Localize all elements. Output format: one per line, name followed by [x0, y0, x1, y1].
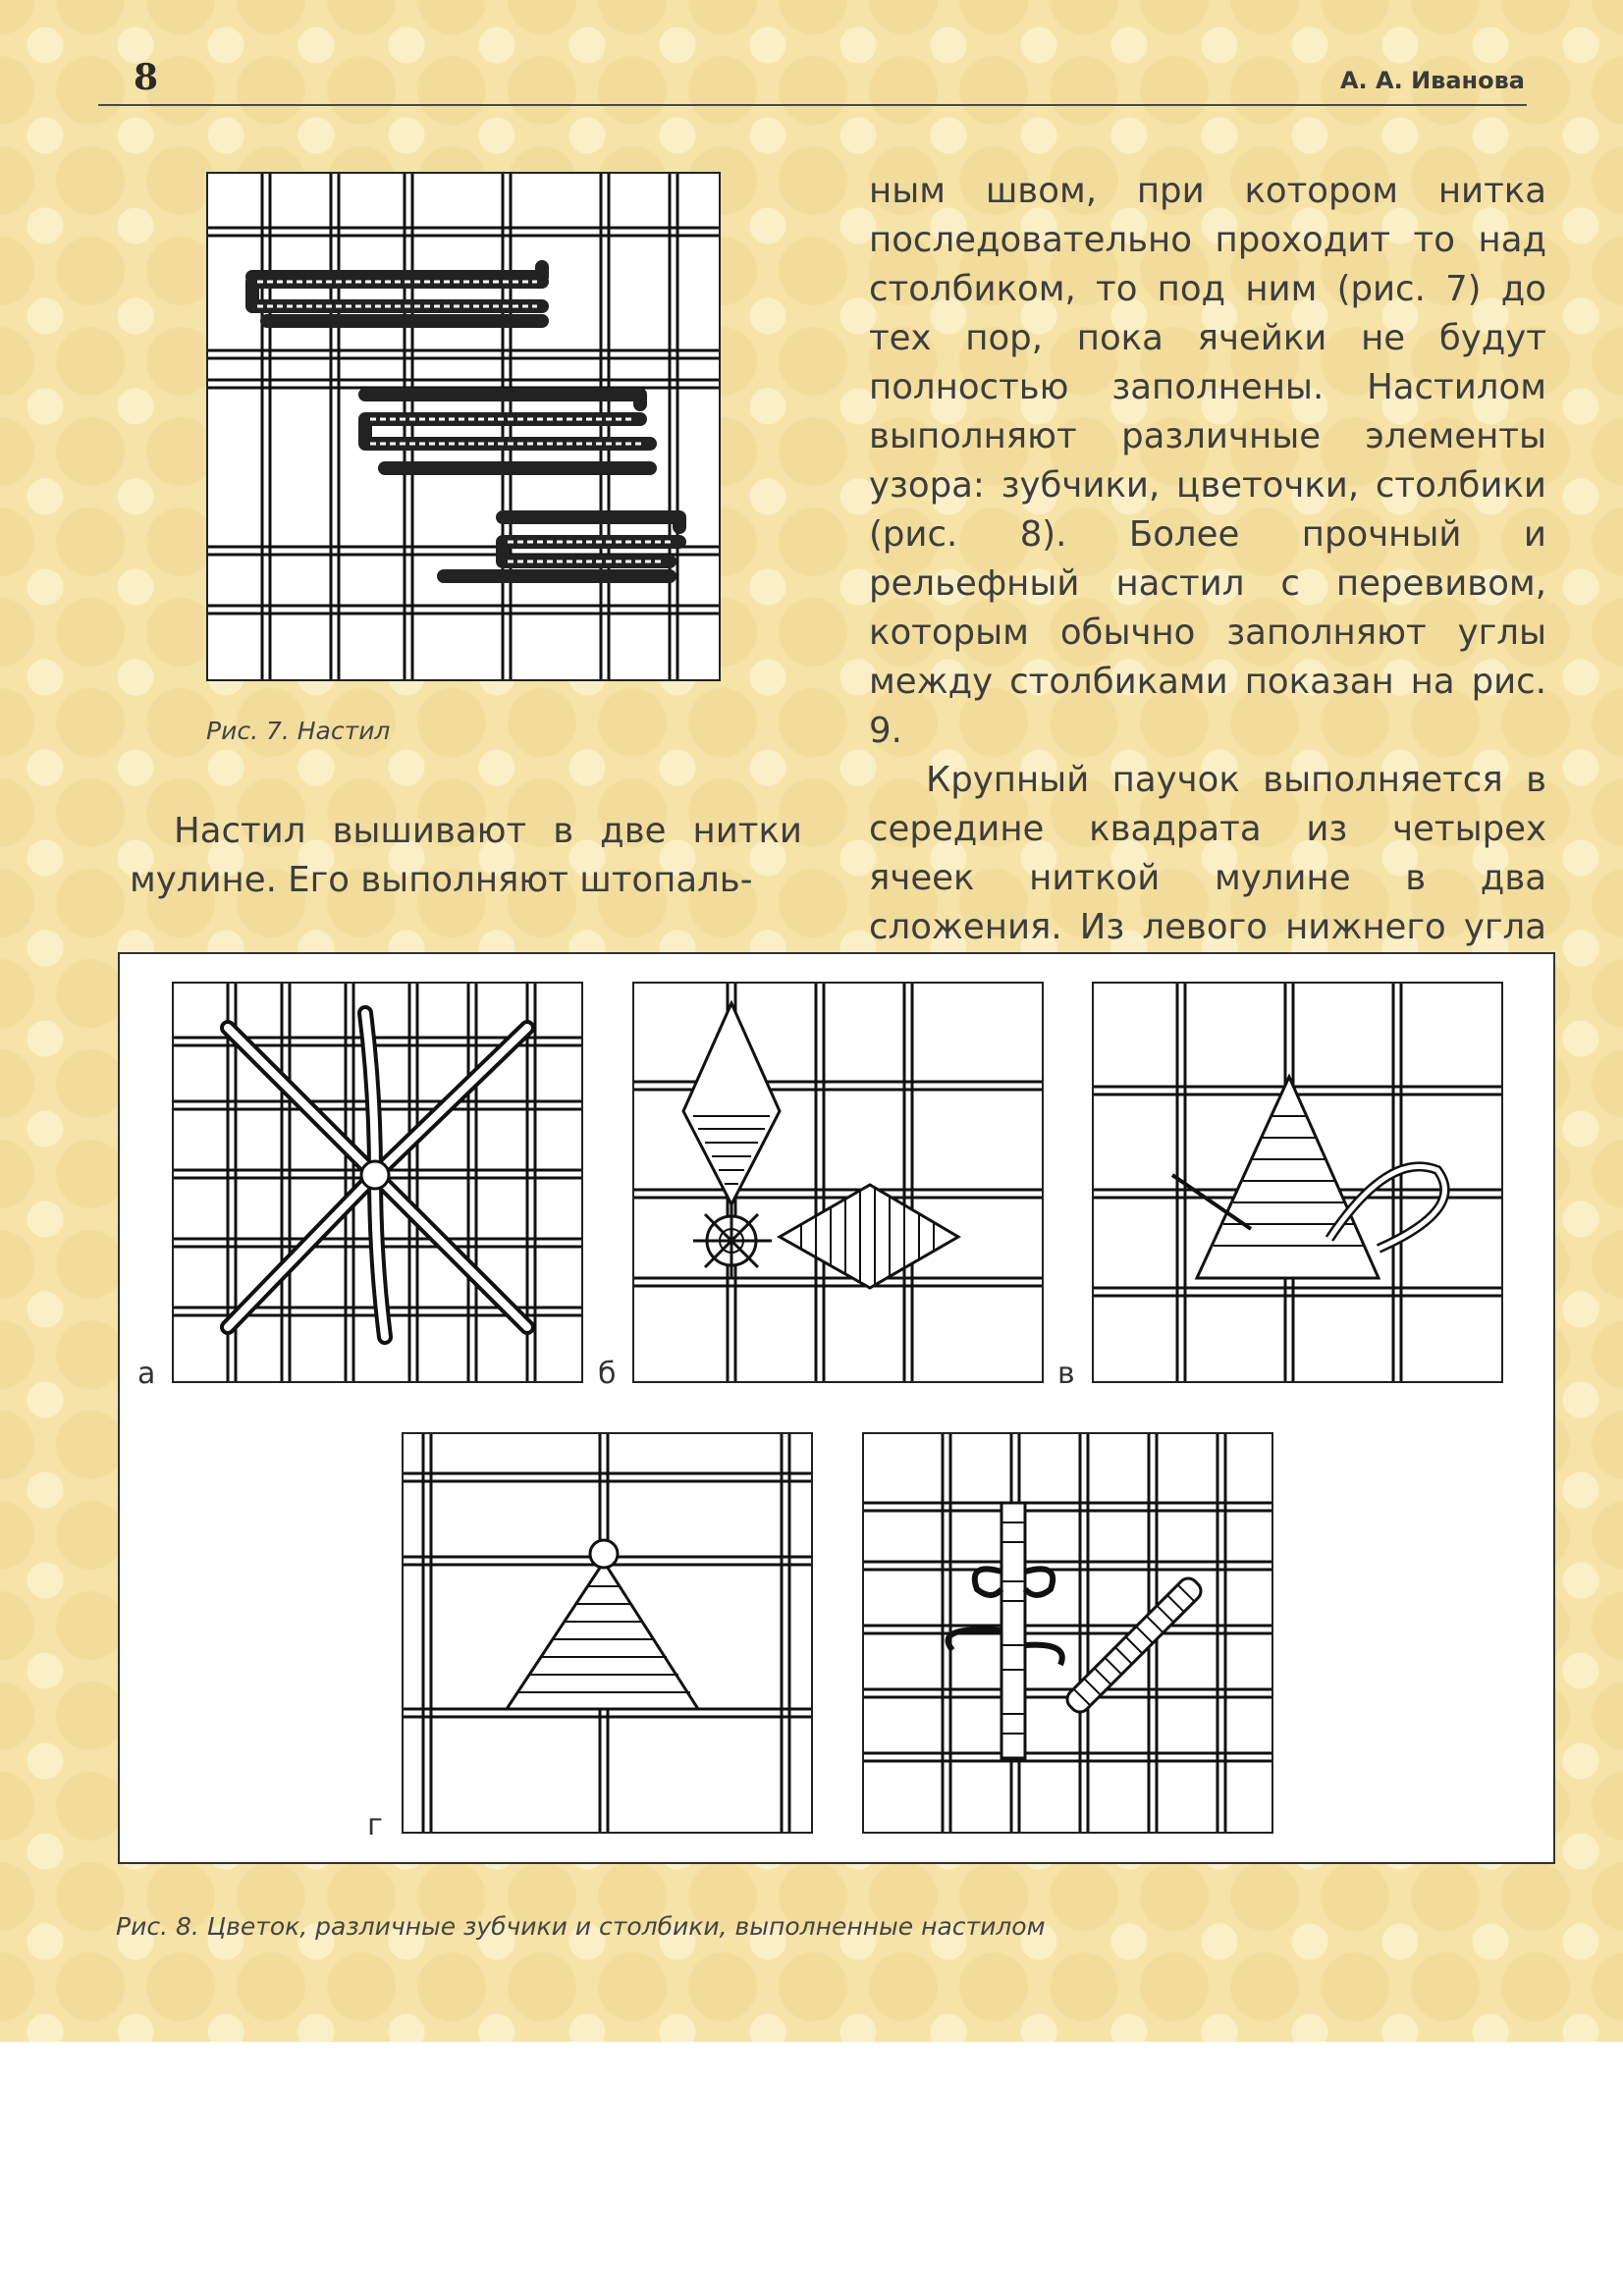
figure-7-drawing	[208, 174, 719, 679]
triangle-needle-drawing	[1094, 984, 1501, 1381]
panel-label-b: б	[598, 1357, 617, 1391]
triangle-tooth-drawing	[404, 1434, 811, 1832]
header-rule	[98, 104, 1527, 106]
figure-8-panel-v	[1092, 982, 1503, 1383]
running-header-author: А. А. Иванова	[1339, 67, 1525, 94]
left-text-paragraph: Настил вышивают в две нитки мулине. Его выполняют штопаль-	[130, 811, 802, 900]
figure-8-frame	[118, 952, 1555, 1864]
panel-label-a: а	[137, 1357, 156, 1391]
diamond-teeth-drawing	[634, 984, 1042, 1381]
panel-label-g: г	[367, 1808, 383, 1842]
figure-7-illustration	[206, 172, 721, 681]
figure-8-panel-b	[632, 982, 1044, 1383]
right-text-column	[869, 167, 1546, 1001]
columns-drawing	[864, 1434, 1271, 1832]
figure-8-panel-g	[402, 1432, 813, 1834]
figure-7-caption: Рис. 7. Настил	[206, 717, 391, 745]
text-paragraph: ным швом, при котором нитка последовательно проходит то над столбиком, то под ним (рис. 7) до тех пор, пока ячейки не будут полностью заполнены. Настилом выполняют различные элементы узора: зубчики, цветочки, столбики (рис. 8). Более прочный и рельефный настил с перевивом, которым обычно заполняют углы между столбиками показан на рис. 9.	[869, 171, 1546, 751]
text-paragraph: Крупный паучок выполняется в середине квадрата из четырех ячеек ниткой мулине в два сложения. Из левого нижнего угла	[869, 760, 1546, 947]
figure-8-caption: Рис. 8. Цветок, различные зубчики и столбики, выполненные настилом	[116, 1912, 1046, 1941]
spider-flower-drawing	[174, 984, 581, 1381]
figure-8-panel-a	[172, 982, 583, 1383]
page-number: 8	[134, 57, 159, 98]
panel-label-v: в	[1057, 1357, 1075, 1391]
figure-8-panel-columns	[862, 1432, 1273, 1834]
